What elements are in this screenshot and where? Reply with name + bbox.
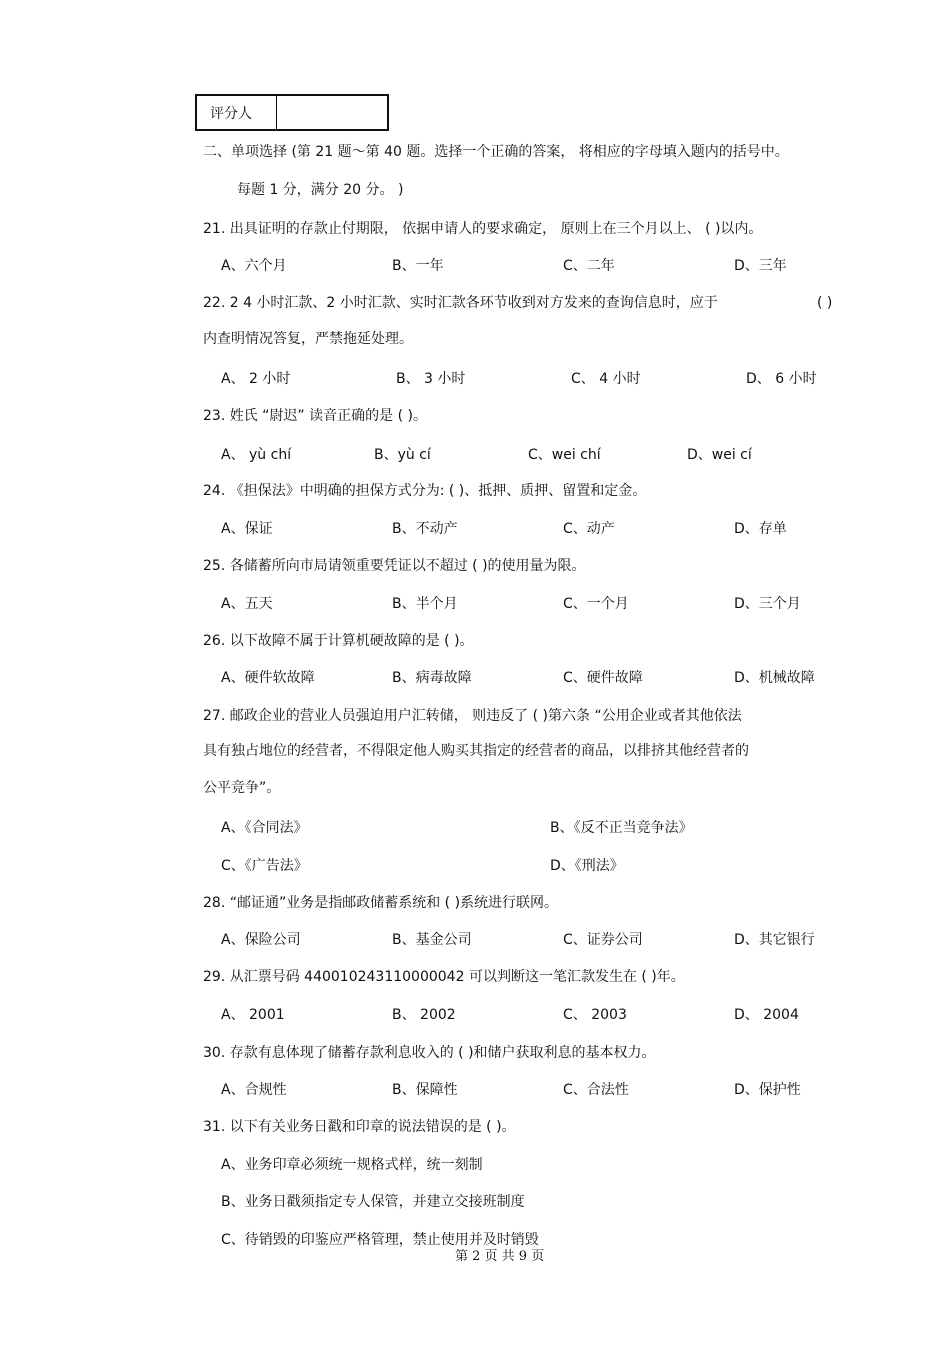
question-31-stem: 31. 以下有关业务日戳和印章的说法错误的是 ( )。 [203, 1119, 516, 1135]
question-25-option-d: D、三个月 [734, 596, 801, 612]
section-scoring: 每题 1 分，满分 20 分。 ) [237, 182, 404, 198]
question-22-option-c: C、 4 小时 [571, 371, 641, 387]
question-23-option-c: C、wei chí [528, 447, 601, 463]
question-21-option-b: B、一年 [392, 258, 444, 274]
question-28-option-c: C、证券公司 [563, 932, 643, 948]
question-23-option-b: B、yù cí [374, 447, 431, 463]
question-21-option-a: A、六个月 [221, 258, 287, 274]
question-31-option-c: C、待销毁的印鉴应严格管理，禁止使用并及时销毁 [221, 1232, 539, 1248]
question-30-option-b: B、保障性 [392, 1082, 458, 1098]
question-21-stem: 21. 出具证明的存款止付期限， 依据申请人的要求确定， 原则上在三个月以上、 ( )以内。 [203, 221, 763, 237]
question-31-option-b: B、业务日戳须指定专人保管，并建立交接班制度 [221, 1194, 525, 1210]
question-27-stem-end: 公平竞争”。 [203, 780, 281, 796]
question-29-option-c: C、 2003 [563, 1007, 627, 1023]
question-28-option-d: D、其它银行 [734, 932, 815, 948]
question-28-option-b: B、基金公司 [392, 932, 472, 948]
question-30-stem: 30. 存款有息体现了储蓄存款利息收入的 ( )和储户获取利息的基本权力。 [203, 1045, 656, 1061]
question-27-option-a: A、《合同法》 [221, 820, 308, 836]
question-24-option-a: A、保证 [221, 521, 273, 537]
page-footer: 第 2 页 共 9 页 [455, 1249, 545, 1264]
question-29-option-b: B、 2002 [392, 1007, 456, 1023]
question-21-option-d: D、三年 [734, 258, 787, 274]
grader-label: 评分人 [197, 96, 277, 129]
grader-table [195, 94, 389, 131]
question-27-stem: 27. 邮政企业的营业人员强迫用户汇转储， 则违反了 ( )第六条 “公用企业或者其他依法 [203, 708, 742, 724]
question-23-option-a: A、 yù chí [221, 447, 292, 463]
question-23-option-d: D、wei cí [687, 447, 752, 463]
question-24-option-b: B、不动产 [392, 521, 458, 537]
question-25-option-b: B、半个月 [392, 596, 458, 612]
question-31-option-a: A、业务印章必须统一规格式样，统一刻制 [221, 1157, 483, 1173]
question-29-option-d: D、 2004 [734, 1007, 799, 1023]
question-22-option-b: B、 3 小时 [396, 371, 466, 387]
question-30-option-c: C、合法性 [563, 1082, 629, 1098]
question-25-option-c: C、一个月 [563, 596, 629, 612]
question-27-option-c: C、《广告法》 [221, 858, 308, 874]
question-23-stem: 23. 姓氏 “尉迟” 读音正确的是 ( )。 [203, 408, 427, 424]
question-26-stem: 26. 以下故障不属于计算机硬故障的是 ( )。 [203, 633, 474, 649]
question-22-option-d: D、 6 小时 [746, 371, 817, 387]
question-24-option-c: C、动产 [563, 521, 615, 537]
question-25-option-a: A、五天 [221, 596, 273, 612]
question-27-stem-cont: 具有独占地位的经营者，不得限定他人购买其指定的经营者的商品，以排挤其他经营者的 [203, 743, 749, 759]
question-27-option-d: D、《刑法》 [550, 858, 624, 874]
question-28-stem: 28. “邮证通”业务是指邮政储蓄系统和 ( )系统进行联网。 [203, 895, 559, 911]
question-26-option-a: A、硬件软故障 [221, 670, 315, 686]
question-22-answer-blank: ( ) [817, 295, 833, 311]
question-22-stem-cont: 内查明情况答复，严禁拖延处理。 [203, 331, 413, 347]
question-25-stem: 25. 各储蓄所向市局请领重要凭证以不超过 ( )的使用量为限。 [203, 558, 586, 574]
question-27-option-b: B、《反不正当竞争法》 [550, 820, 693, 836]
question-21-option-c: C、二年 [563, 258, 615, 274]
question-26-option-b: B、病毒故障 [392, 670, 472, 686]
question-26-option-d: D、机械故障 [734, 670, 815, 686]
question-24-stem: 24. 《担保法》中明确的担保方式分为: ( )、抵押、质押、留置和定金。 [203, 483, 647, 499]
grader-score-cell[interactable] [277, 96, 387, 129]
question-30-option-d: D、保护性 [734, 1082, 801, 1098]
question-22-stem: 22. 2 4 小时汇款、2 小时汇款、实时汇款各环节收到对方发来的查询信息时，应于 [203, 295, 718, 311]
question-30-option-a: A、合规性 [221, 1082, 287, 1098]
question-22-option-a: A、 2 小时 [221, 371, 291, 387]
question-26-option-c: C、硬件故障 [563, 670, 643, 686]
question-29-stem: 29. 从汇票号码 440010243110000042 可以判断这一笔汇款发生在 ( )年。 [203, 969, 685, 985]
question-24-option-d: D、存单 [734, 521, 787, 537]
question-28-option-a: A、保险公司 [221, 932, 301, 948]
section-title: 二、单项选择 (第 21 题～第 40 题。选择一个正确的答案， 将相应的字母填入题内的括号中。 [203, 144, 789, 160]
question-29-option-a: A、 2001 [221, 1007, 285, 1023]
